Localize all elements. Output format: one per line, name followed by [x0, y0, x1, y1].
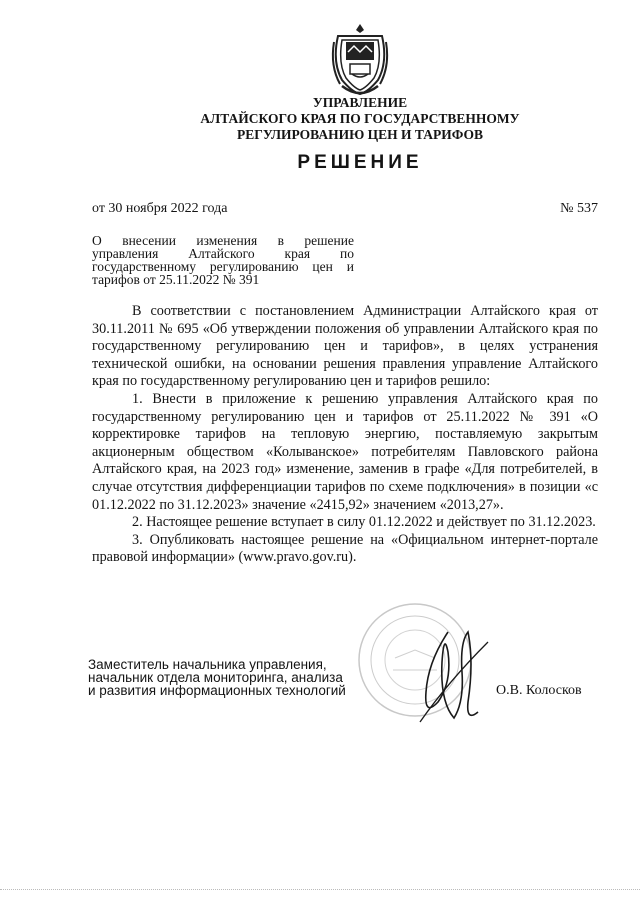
document-body	[92, 303, 598, 567]
body-paragraph-item-3: 3. Опубликовать настоящее решение на «Официальном интернет-портале правовой информации» (www.pravo.gov.ru).	[92, 531, 598, 566]
body-paragraph-item-2: 2. Настоящее решение вступает в силу 01.12.2022 и действует по 31.12.2023.	[132, 514, 596, 531]
coat-of-arms-emblem	[328, 22, 392, 96]
issuing-authority	[150, 95, 570, 143]
signatory-title-line-1: Заместитель начальника управления,	[88, 657, 327, 672]
document-type-title: РЕШЕНИЕ	[297, 152, 423, 173]
signatory-title-line-2: начальник отдела мониторинга, анализа	[88, 670, 343, 685]
org-line-2: АЛТАЙСКОГО КРАЯ ПО ГОСУДАРСТВЕННОМУ	[200, 111, 520, 126]
document-subject: О внесении изменения в решение управления Алтайского края по государственному регулированию цен и тарифов от 25.11.2022 № 391	[92, 233, 354, 287]
org-line-1: УПРАВЛЕНИЕ	[312, 95, 408, 110]
signatory-title-line-3: и развития информационных технологий	[88, 683, 346, 698]
document-number: № 537	[560, 201, 598, 216]
signatory-title	[88, 658, 346, 697]
signatory-name: О.В. Колосков	[496, 683, 582, 698]
page-bottom-edge	[0, 889, 640, 890]
handwritten-signature	[408, 622, 498, 732]
document-date: от 30 ноября 2022 года	[92, 201, 228, 216]
org-line-3: РЕГУЛИРОВАНИЮ ЦЕН И ТАРИФОВ	[236, 127, 484, 142]
body-paragraph-preamble: В соответствии с постановлением Администрации Алтайского края от 30.11.2011 № 695 «Об утверждении положения об управлении Алтайского края по государственному регулированию цен и тарифов», в целях устранения технической ошибки, на основании решения правления управление Алтайского края по государственному регулированию цен и тарифов решило:	[92, 303, 598, 390]
body-paragraph-item-1: 1. Внести в приложение к решению управления Алтайского края по государственному регулированию цен и тарифов от 25.11.2022 № 391 «О корректировке тарифов на тепловую энергию, поставляемую закрытым акционерным обществом «Колыванское» потребителям Павловского района Алтайского края, на 2023 год» изменение, заменив в графе «Для потребителей, в случае отсутствия дифференциации тарифов по схеме подключения» в позиции «с 01.12.2022 по 31.12.2023» значение «2415,92» значением «2013,27».	[92, 390, 598, 513]
